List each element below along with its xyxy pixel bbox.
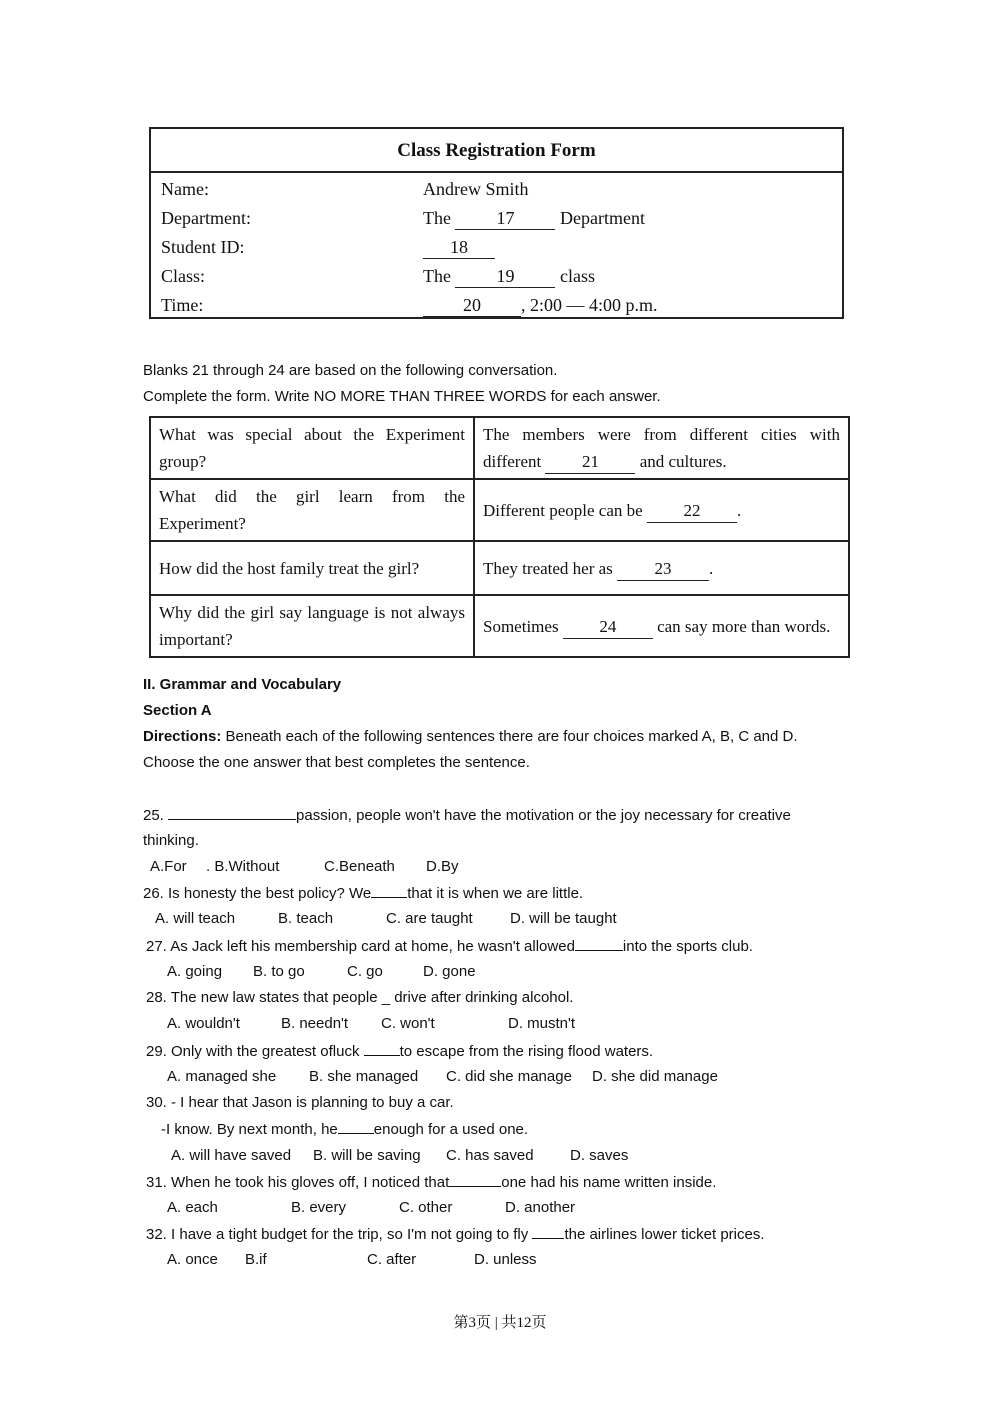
form-label: Department:: [161, 208, 251, 228]
form-label: Student ID:: [161, 237, 245, 257]
conversation-table: [149, 416, 850, 658]
blank-19[interactable]: 19: [455, 265, 555, 288]
option-a[interactable]: A. will teach: [155, 910, 236, 927]
question-25: [143, 804, 855, 827]
option-b[interactable]: . B.Without: [206, 858, 280, 875]
form-value: , 2:00 — 4:00 p.m.: [521, 295, 658, 315]
form-label: Time:: [161, 295, 204, 315]
answer-text: Sometimes: [483, 616, 559, 636]
option-d[interactable]: D. another: [505, 1199, 576, 1216]
table-row: [150, 595, 849, 657]
question-26: [143, 882, 583, 905]
blank-20[interactable]: 20: [423, 294, 521, 317]
answer-blank[interactable]: [532, 1223, 564, 1239]
answer-blank[interactable]: [364, 1040, 400, 1056]
question-stem: that it is when we are little.: [407, 885, 584, 902]
answer-cell: [474, 541, 849, 595]
option-d[interactable]: D. gone: [423, 963, 476, 980]
class-registration-form: [149, 127, 844, 319]
form-title: Class Registration Form: [151, 129, 842, 173]
question-stem: one had his name written inside.: [501, 1174, 717, 1191]
form-label: Name:: [161, 179, 209, 199]
option-d[interactable]: D. unless: [474, 1251, 537, 1268]
option-b[interactable]: B. teach: [278, 910, 334, 927]
option-a[interactable]: A. managed she: [167, 1068, 277, 1085]
directions-text-2: Choose the one answer that best completes the sentence.: [143, 754, 530, 771]
section-subheading: Section A: [143, 702, 212, 719]
option-c[interactable]: C. go: [347, 963, 383, 980]
option-b[interactable]: B. every: [291, 1199, 347, 1216]
option-a[interactable]: A.For: [150, 858, 187, 875]
question-stem: -I know. By next month, he: [161, 1121, 338, 1138]
question-stem: into the sports club.: [622, 938, 753, 955]
answer-blank[interactable]: [575, 935, 623, 951]
answer-text: and cultures.: [639, 452, 727, 471]
blank-21[interactable]: 21: [545, 451, 635, 474]
option-a[interactable]: A. going: [167, 963, 223, 980]
option-c[interactable]: C. are taught: [386, 910, 473, 927]
blank-24[interactable]: 24: [563, 616, 653, 639]
question-26-options: [155, 908, 617, 930]
question-31-options: [167, 1197, 575, 1219]
question-stem: passion, people won't have the motivation or the joy necessary for creative: [296, 807, 791, 824]
question-stem: 32. I have a tight budget for the trip, so I'm not going to fly: [146, 1226, 533, 1243]
answer-blank[interactable]: [338, 1118, 374, 1134]
question-32-options: [167, 1249, 537, 1271]
option-d[interactable]: D. mustn't: [508, 1015, 576, 1032]
question-27-options: [167, 961, 476, 983]
answer-blank[interactable]: [449, 1171, 501, 1187]
directions-text: Beneath each of the following sentences there are four choices marked A, B, C and D.: [221, 728, 798, 745]
question-cell: Why did the girl say language is not always important?: [150, 595, 474, 657]
question-stem: 26. Is honesty the best policy? We: [143, 885, 372, 902]
question-25-options: [150, 856, 459, 878]
answer-text: Different people can be: [483, 500, 643, 520]
answer-cell: [474, 595, 849, 657]
table-row: [150, 479, 849, 541]
answer-text: .: [709, 558, 714, 578]
option-a[interactable]: A. will have saved: [171, 1147, 292, 1164]
question-cell: What was special about the Experiment group?: [150, 417, 474, 479]
form-value: class: [559, 266, 595, 286]
question-30: 30. - I hear that Jason is planning to buy a car.: [146, 1094, 454, 1111]
instruction-line-1: Blanks 21 through 24 are based on the following conversation.: [143, 362, 558, 379]
question-stem: enough for a used one.: [373, 1121, 529, 1138]
answer-blank[interactable]: [371, 882, 407, 898]
option-c[interactable]: C. other: [399, 1199, 453, 1216]
option-a[interactable]: A. once: [167, 1251, 218, 1268]
question-30-options: [171, 1145, 628, 1167]
blank-22[interactable]: 22: [647, 500, 737, 523]
question-27: [146, 935, 753, 958]
answer-blank[interactable]: [168, 804, 296, 820]
question-28: 28. The new law states that people _ drive after drinking alcohol.: [146, 989, 574, 1006]
question-stem: 27. As Jack left his membership card at home, he wasn't allowed: [146, 938, 575, 955]
option-b[interactable]: B. will be saving: [313, 1147, 421, 1164]
page-footer: 第3页 | 共12页: [453, 1315, 547, 1331]
option-b[interactable]: B. needn't: [281, 1015, 349, 1032]
question-cell: How did the host family treat the girl?: [150, 541, 474, 595]
answer-text: can say more than words.: [657, 616, 831, 636]
question-29: [146, 1040, 653, 1063]
question-25-cont: thinking.: [143, 832, 199, 849]
blank-18[interactable]: 18: [423, 236, 495, 259]
table-row: [150, 541, 849, 595]
option-d[interactable]: D. she did manage: [592, 1068, 718, 1085]
form-value: Andrew Smith: [423, 179, 529, 199]
question-stem: the airlines lower ticket prices.: [564, 1226, 765, 1243]
option-b[interactable]: B.if: [245, 1251, 267, 1268]
blank-17[interactable]: 17: [455, 207, 555, 230]
question-stem: 31. When he took his gloves off, I noticed that: [146, 1174, 450, 1191]
section-heading: II. Grammar and Vocabulary: [143, 676, 342, 693]
question-32: [146, 1223, 765, 1246]
question-30-line-2: [161, 1118, 528, 1141]
answer-cell: [474, 479, 849, 541]
question-28-options: [167, 1013, 575, 1035]
question-stem: to escape from the rising flood waters.: [399, 1043, 654, 1060]
form-label: Class:: [161, 266, 206, 286]
table-row: [150, 417, 849, 479]
option-a[interactable]: A. wouldn't: [167, 1015, 240, 1032]
option-b[interactable]: B. to go: [253, 963, 305, 980]
question-stem: 25.: [143, 807, 169, 824]
option-d[interactable]: D.By: [426, 858, 459, 875]
question-stem: 29. Only with the greatest ofluck: [146, 1043, 364, 1060]
directions-label: Directions:: [143, 728, 222, 745]
directions: [143, 726, 798, 748]
option-c[interactable]: C. after: [367, 1251, 417, 1268]
question-31: [146, 1171, 716, 1194]
form-value: The: [423, 208, 451, 228]
blank-23[interactable]: 23: [617, 558, 709, 581]
instruction-line-2: Complete the form. Write NO MORE THAN THREE WORDS for each answer.: [143, 388, 661, 405]
question-29-options: [167, 1066, 718, 1088]
option-b[interactable]: B. she managed: [309, 1068, 419, 1085]
answer-text: They treated her as: [483, 558, 613, 578]
option-a[interactable]: A. each: [167, 1199, 218, 1216]
option-d[interactable]: D. saves: [570, 1147, 629, 1164]
option-c[interactable]: C.Beneath: [324, 858, 395, 875]
answer-cell: [474, 417, 849, 479]
option-c[interactable]: C. has saved: [446, 1147, 534, 1164]
option-d[interactable]: D. will be taught: [510, 910, 617, 927]
option-c[interactable]: C. won't: [381, 1015, 435, 1032]
form-value: Department: [559, 208, 645, 228]
option-c[interactable]: C. did she manage: [446, 1068, 572, 1085]
answer-text: The members were from different cities with different: [483, 425, 840, 471]
answer-text: .: [736, 500, 742, 520]
form-value: The: [423, 266, 451, 286]
question-cell: What did the girl learn from the Experiment?: [150, 479, 474, 541]
